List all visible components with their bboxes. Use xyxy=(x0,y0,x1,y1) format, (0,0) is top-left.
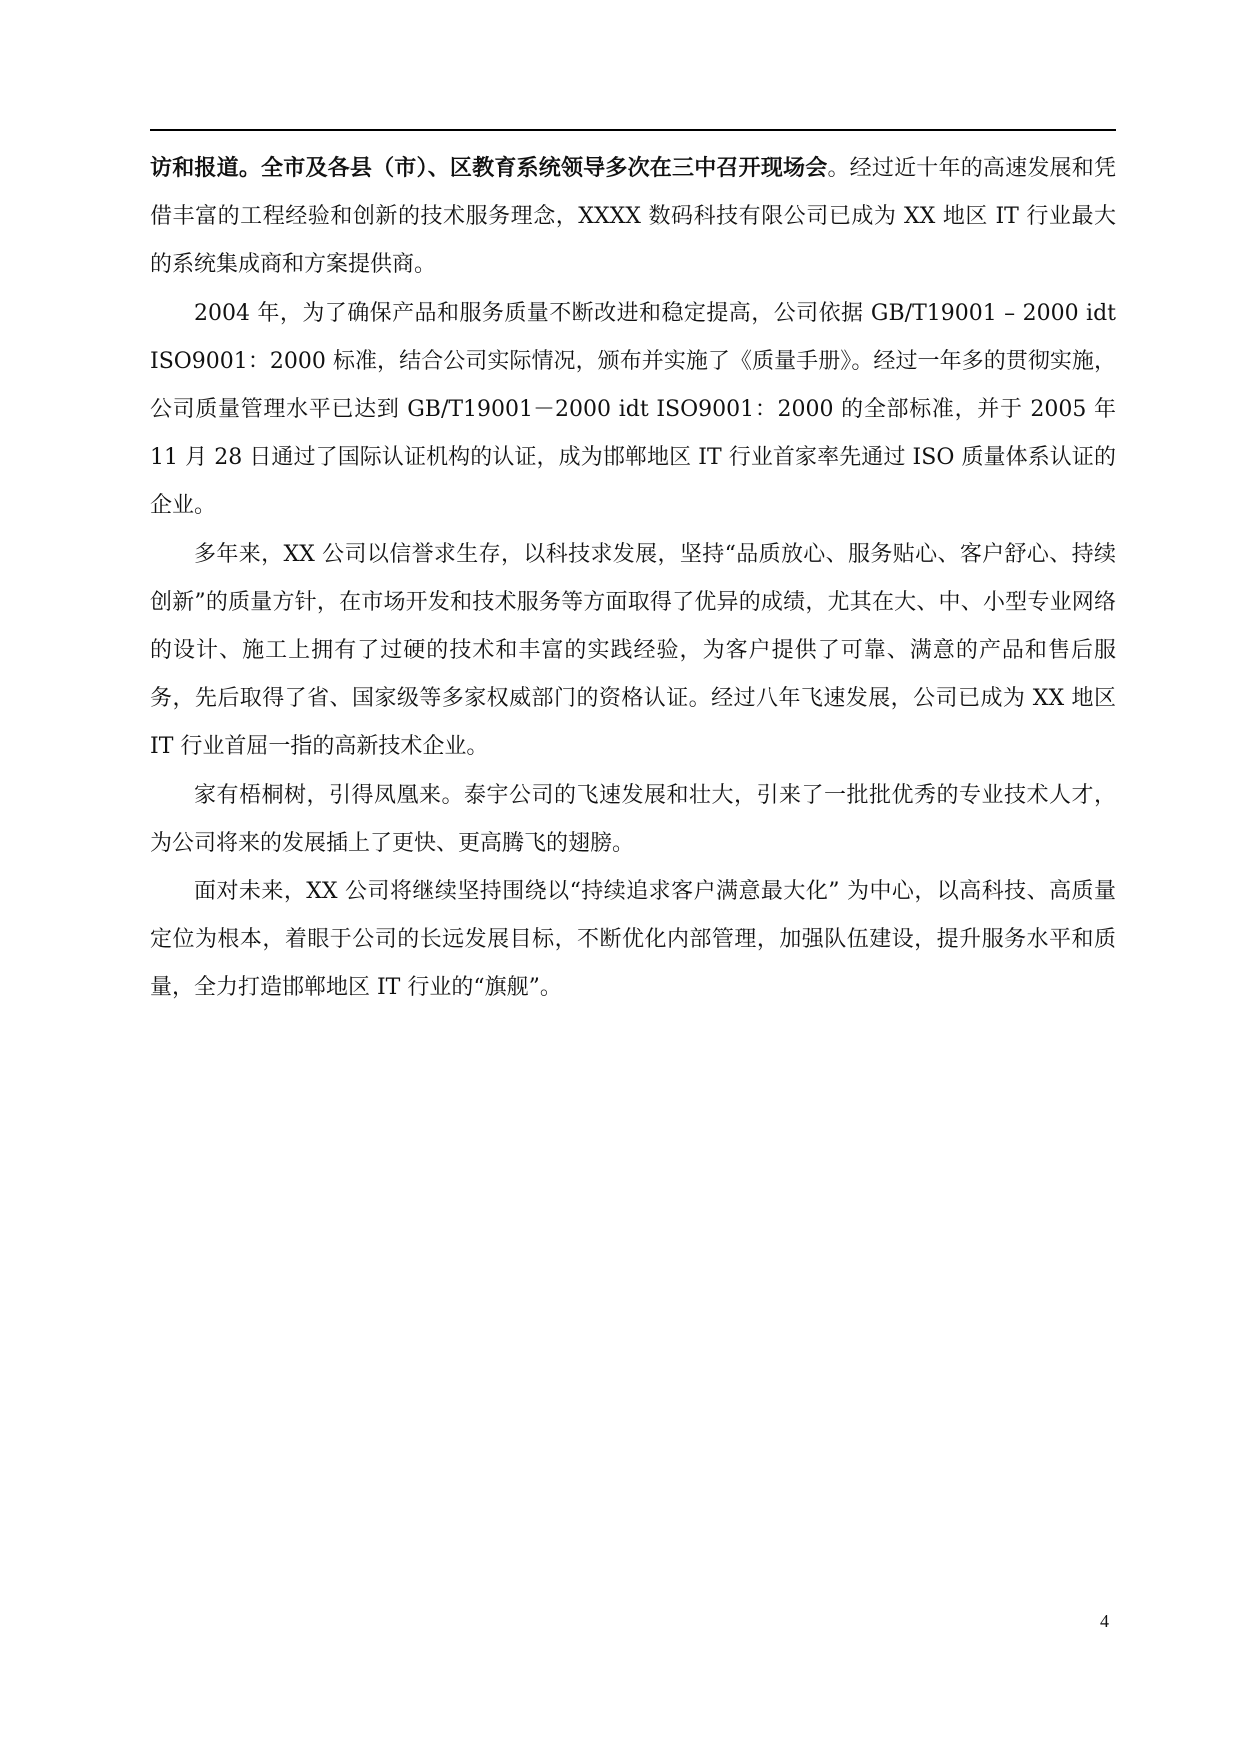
paragraph-continuation xyxy=(150,144,1116,290)
paragraph-quality-policy: 多年来，XX 公司以信誉求生存，以科技求发展，坚持“品质放心、服务贴心、客户舒心、持续创新”的质量方针，在市场开发和技术服务等方面取得了优异的成绩，尤其在大、中、小型专业网络的设计、施工上拥有了过硬的技术和丰富的实践经验，为客户提供了可靠、满意的产品和售后服务，先后取得了省、国家级等多家权威部门的资格认证。经过八年飞速发展，公司已成为 XX 地区 IT 行业首屈一指的高新技术企业。 xyxy=(150,541,1116,760)
header-rule xyxy=(150,129,1116,131)
bold-emphasis: 访和报道。全市及各县（市）、区教育系统领导多次在三中召开现场会 xyxy=(150,155,828,181)
paragraph-talent: 家有梧桐树，引得凤凰来。泰宇公司的飞速发展和壮大，引来了一批批优秀的专业技术人才，为公司将来的发展插上了更快、更高腾飞的翅膀。 xyxy=(150,782,1116,856)
paragraph-future: 面对未来，XX 公司将继续坚持围绕以“持续追求客户满意最大化” 为中心，以高科技、高质量定位为根本，着眼于公司的长远发展目标，不断优化内部管理，加强队伍建设，提升服务水平和质量，全力打造邯郸地区 IT 行业的“旗舰”。 xyxy=(150,879,1116,1001)
paragraph-text: 。经过近十年的高速发展和凭借丰富的工程经验和创新的技术服务理念，XXXX 数码科技有限公司已成为 XX 地区 IT 行业最大的系统集成商和方案提供商。 xyxy=(150,156,1116,278)
document-body xyxy=(150,144,1116,1013)
paragraph-iso-certification: 2004 年，为了确保产品和服务质量不断改进和稳定提高，公司依据 GB/T19001 – 2000 idt ISO9001：2000 标准，结合公司实际情况，颁布并实施了《质量手册》。经过一年多的贯彻实施，公司质量管理水平已达到 GB/T19001－2000 idt ISO9001：2000 的全部标准，并于 2005 年 11 月 28 日通过了国际认证机构的认证，成为邯郸地区 IT 行业首家率先通过 ISO 质量体系认证的企业。 xyxy=(150,300,1116,519)
page-number: 4 xyxy=(1100,1611,1109,1631)
